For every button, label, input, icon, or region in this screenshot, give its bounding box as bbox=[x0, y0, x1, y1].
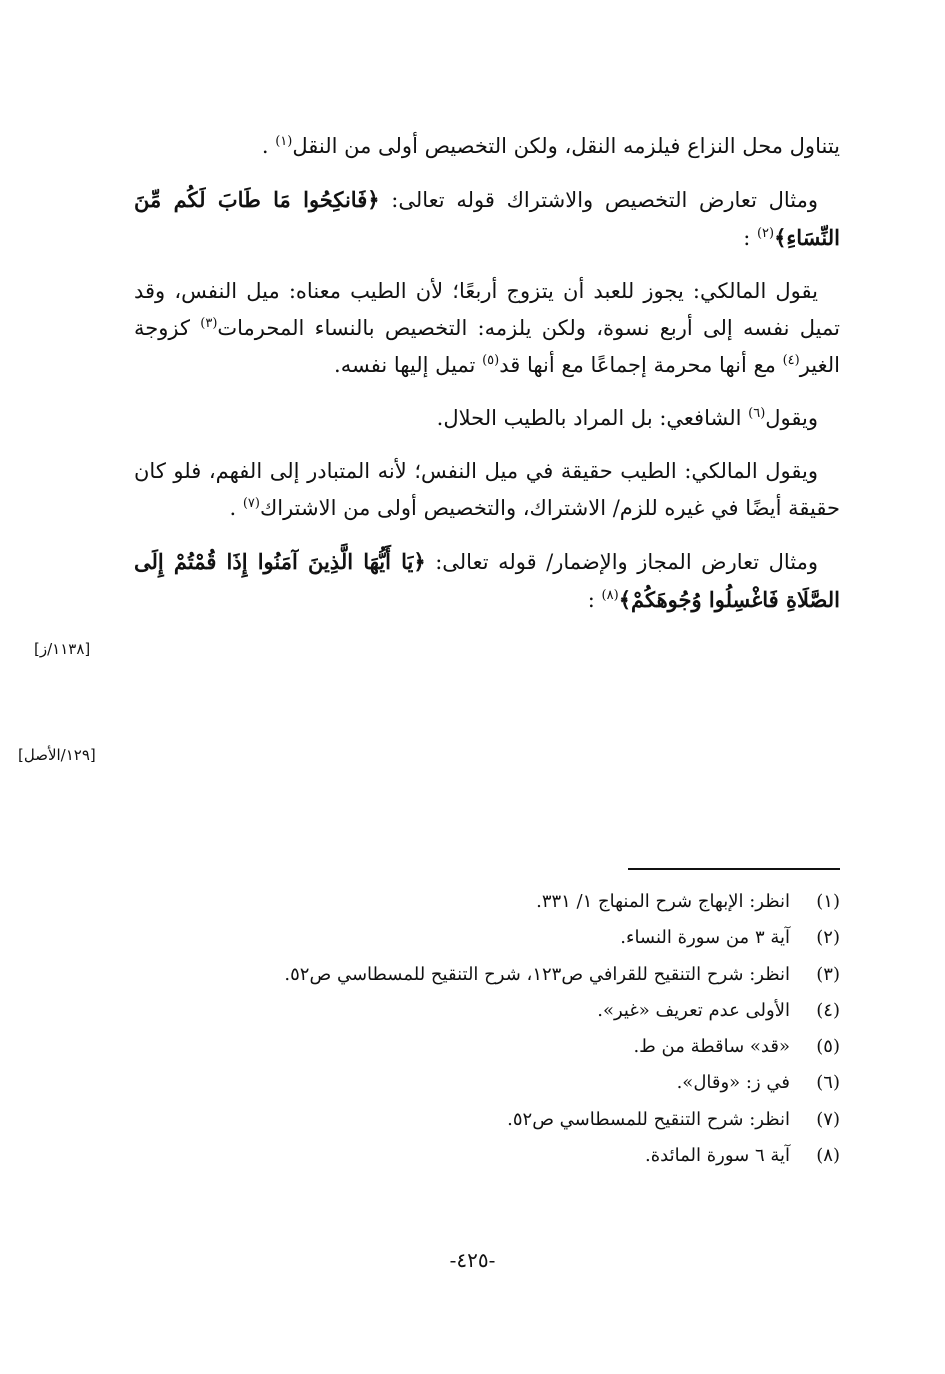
paragraph-text: . bbox=[261, 134, 276, 158]
footnote-item bbox=[134, 1029, 840, 1065]
footnote-text: آية ٣ من سورة النساء. bbox=[620, 927, 790, 949]
paragraph-text: ومثال تعارض التخصيص والاشتراك قوله تعالى: bbox=[379, 188, 819, 212]
paragraph-1 bbox=[134, 128, 840, 165]
footnote-number: (٢) bbox=[816, 927, 840, 949]
footnote-text: انظر: شرح التنقيح للقرافي ص١٢٣، شرح التنقيح للمسطاسي ص٥٢. bbox=[284, 963, 790, 985]
paragraph-text: مع أنها محرمة إجماعًا مع أنها قد bbox=[499, 353, 783, 377]
footnote-text: انظر: الإبهاج شرح المنهاج ١/ ٣٣١. bbox=[536, 891, 790, 912]
footnote-divider bbox=[628, 868, 840, 870]
quran-verse: ﴿يَا أَيُّهَا الَّذِينَ آمَنُوا إِذَا قُمْتُمْ إِلَى الصَّلَاةِ فَاغْسِلُوا وُجُوهَكُمْ﴾ bbox=[134, 549, 840, 612]
footnote-item bbox=[134, 920, 840, 956]
paragraph-text: كزوجة الغير bbox=[134, 316, 840, 377]
footnote-item bbox=[134, 1065, 840, 1101]
paragraph-text: ومثال تعارض المجاز والإضمار/ قوله تعالى: bbox=[425, 550, 818, 574]
footnote-number: (١) bbox=[816, 891, 840, 912]
footnote-ref: (٨) bbox=[601, 588, 619, 603]
footnote-number: (٣) bbox=[816, 963, 840, 985]
footnote-ref: (١) bbox=[275, 134, 293, 149]
footnote-number: (٤) bbox=[816, 999, 840, 1021]
footnote-ref: (٣) bbox=[200, 316, 218, 331]
footnote-item bbox=[134, 993, 840, 1029]
paragraph-5 bbox=[134, 453, 840, 527]
paragraph-text: : bbox=[743, 226, 757, 250]
footnote-text: في ز: «وقال». bbox=[676, 1072, 790, 1094]
paragraph-2 bbox=[134, 181, 840, 257]
footnote-ref: (٥) bbox=[482, 353, 500, 368]
paragraph-3 bbox=[134, 273, 840, 384]
footnote-item bbox=[134, 884, 840, 920]
footnote-ref: (٢) bbox=[756, 226, 775, 241]
footnote-ref: (٤) bbox=[782, 353, 800, 368]
paragraph-text: ويقول المالكي: الطيب حقيقة في ميل النفس؛ لأنه المتبادر إلى الفهم، فلو كان حقيقة أيضًا في غيره للزم/ الاشتراك، والتخصيص أولى من الاشتراك bbox=[134, 459, 840, 520]
paragraph-text: ويقول bbox=[765, 406, 818, 430]
margin-note-asl: [١٢٩/الأصل] bbox=[18, 746, 96, 764]
footnote-number: (٧) bbox=[816, 1108, 840, 1130]
footnote-number: (٦) bbox=[816, 1072, 840, 1094]
main-text bbox=[134, 128, 840, 635]
paragraph-6 bbox=[134, 543, 840, 619]
paragraph-text: . bbox=[229, 496, 243, 520]
margin-note-z: [١١٣٨/ز] bbox=[34, 640, 91, 658]
paragraph-4 bbox=[134, 400, 840, 437]
footnote-ref: (٧) bbox=[242, 496, 260, 511]
footnote-number: (٥) bbox=[816, 1036, 840, 1058]
quran-verse: ﴿فَانكِحُوا مَا طَابَ لَكُم مِّنَ النِّسَاءِ﴾ bbox=[134, 187, 840, 250]
paragraph-text: الشافعي: بل المراد بالطيب الحلال. bbox=[436, 406, 749, 430]
footnote-item bbox=[134, 957, 840, 993]
footnotes bbox=[134, 884, 840, 1174]
footnote-text: آية ٦ سورة المائدة. bbox=[645, 1145, 790, 1167]
paragraph-text: تميل إليها نفسه. bbox=[334, 353, 483, 377]
paragraph-text: : bbox=[587, 588, 602, 612]
footnote-ref: (٦) bbox=[748, 406, 766, 421]
footnote-text: الأولى عدم تعريف «غير». bbox=[597, 999, 790, 1021]
page-number: -٤٢٥- bbox=[449, 1248, 496, 1272]
footnote-text: انظر: شرح التنقيح للمسطاسي ص٥٢. bbox=[507, 1108, 790, 1130]
footnote-number: (٨) bbox=[816, 1145, 840, 1167]
footnote-text: «قد» ساقطة من ط. bbox=[633, 1036, 790, 1058]
paragraph-text: يتناول محل النزاع فيلزمه النقل، ولكن التخصيص أولى من النقل bbox=[292, 134, 840, 158]
footnote-item bbox=[134, 1102, 840, 1138]
paragraph-text: يقول المالكي: يجوز للعبد أن يتزوج أربعًا؛ لأن الطيب معناه: ميل النفس، وقد تميل نفسه إلى أربع نسوة، ولكن يلزمه: التخصيص بالنساء المحرمات bbox=[134, 279, 840, 340]
footnote-item bbox=[134, 1138, 840, 1174]
